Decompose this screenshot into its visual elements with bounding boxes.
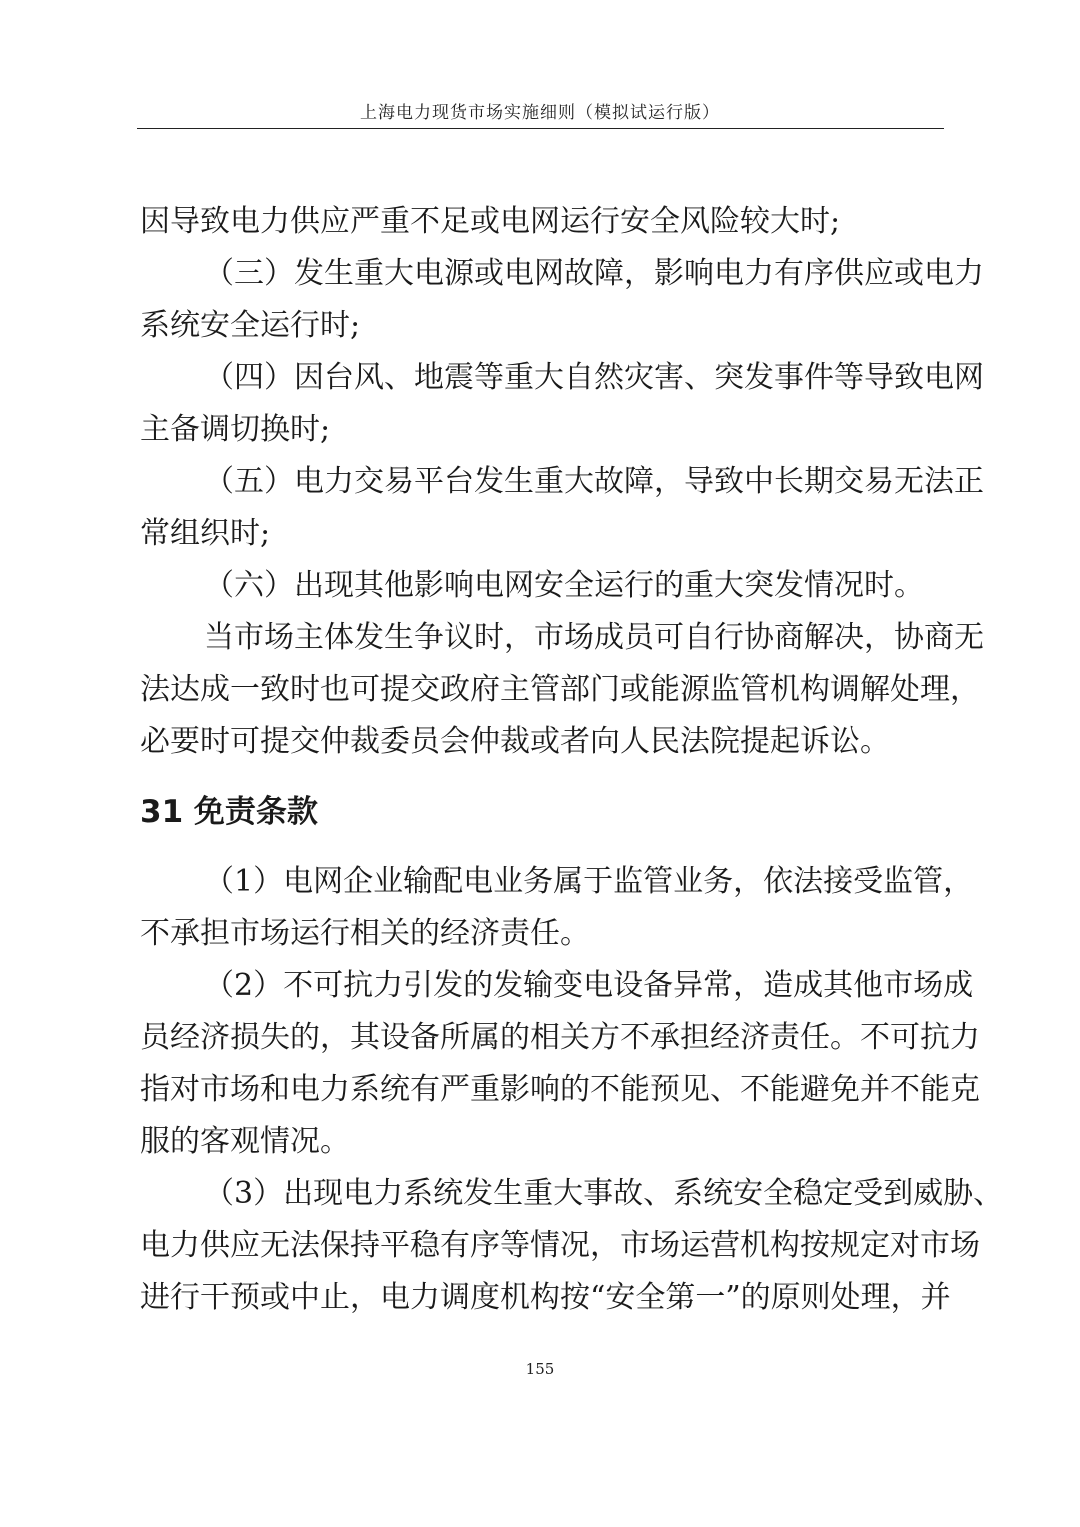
header-divider (137, 128, 944, 129)
text-line: 系统安全运行时; (140, 308, 361, 343)
paragraph-item-3 (140, 248, 984, 352)
section-paragraph-1 (140, 856, 974, 960)
section-paragraph-3 (140, 1168, 1004, 1324)
section-paragraph-2 (140, 960, 980, 1168)
text-line: 电力供应无法保持平稳有序等情况，市场运营机构按规定对市场 (140, 1228, 980, 1263)
text-line: 必要时可提交仲裁委员会仲裁或者向人民法院提起诉讼。 (140, 724, 890, 759)
document-body (140, 196, 1004, 1324)
running-header-title: 上海电力现货市场实施细则（模拟试运行版） (360, 103, 720, 123)
text-line: 不承担市场运行相关的经济责任。 (140, 916, 590, 951)
text-line: 当市场主体发生争议时，市场成员可自行协商解决，协商无 (204, 620, 984, 655)
text-line: （三）发生重大电源或电网故障，影响电力有序供应或电力 (204, 256, 984, 291)
text-line: （3）出现电力系统发生重大事故、系统安全稳定受到威胁、 (204, 1176, 1004, 1211)
text-line: 员经济损失的，其设备所属的相关方不承担经济责任。不可抗力 (140, 1020, 980, 1055)
text-line: 进行干预或中止，电力调度机构按“安全第一”的原则处理，并 (140, 1280, 951, 1315)
text-line: 服的客观情况。 (140, 1124, 350, 1159)
section-heading: 31 免责条款 (140, 794, 318, 830)
text-line: 法达成一致时也可提交政府主管部门或能源监管机构调解处理， (140, 672, 980, 707)
paragraph-item-6 (140, 560, 942, 612)
page-number: 155 (525, 1360, 555, 1378)
text-line: 主备调切换时; (140, 412, 331, 447)
text-line: （六）出现其他影响电网安全运行的重大突发情况时。 (204, 568, 924, 603)
paragraph-continuation (140, 196, 942, 248)
text-line: （2）不可抗力引发的发输变电设备异常，造成其他市场成 (204, 968, 974, 1003)
paragraph-item-4 (140, 352, 984, 456)
text-line: 常组织时; (140, 516, 271, 551)
text-line: 指对市场和电力系统有严重影响的不能预见、不能避免并不能克 (140, 1072, 980, 1107)
text-line: （1）电网企业输配电业务属于监管业务，依法接受监管， (204, 864, 974, 899)
text-line: （四）因台风、地震等重大自然灾害、突发事件等导致电网 (204, 360, 984, 395)
text-line: 因导致电力供应严重不足或电网运行安全风险较大时; (140, 204, 841, 239)
paragraph-dispute (140, 612, 984, 768)
paragraph-item-5 (140, 456, 984, 560)
text-line: （五）电力交易平台发生重大故障，导致中长期交易无法正 (204, 464, 984, 499)
